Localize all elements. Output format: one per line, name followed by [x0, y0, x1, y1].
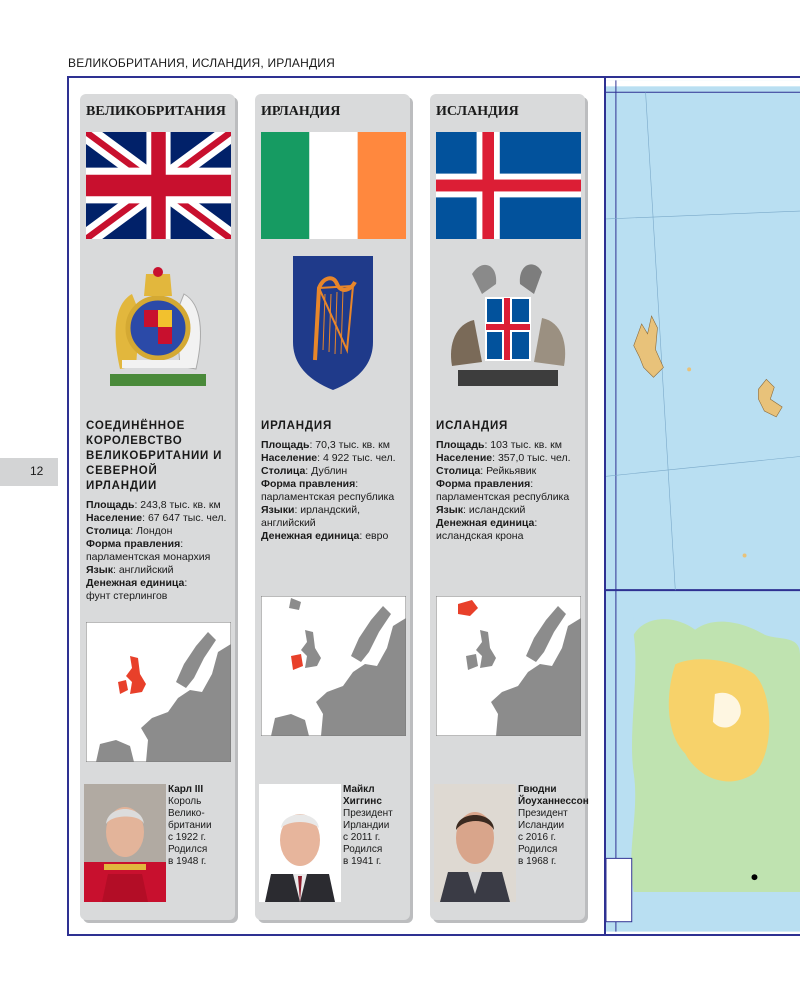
language-value: ирландский, английский: [261, 504, 361, 529]
topographic-map: [604, 76, 800, 936]
population-value: 357,0 тыс. чел.: [497, 452, 571, 464]
country-info: СОЕДИНЁННОЕ КОРОЛЕВСТВО ВЕЛИКОБРИТАНИИ И СЕВЕРНОЙ ИРЛАНДИИ Площадь: 243,8 тыс. кв. км Население: 67 647 тыс. чел. Столица: Лондон Форма правления: парламентская монархия Язык: английский Денежная единица: фунт стерлингов: [86, 419, 231, 603]
ireland-flag: [261, 132, 406, 239]
country-card-uk: [80, 94, 235, 920]
leader-name: Карл III: [168, 784, 204, 795]
leader-caption: [343, 784, 409, 868]
language-value: английский: [118, 564, 174, 576]
population-label: Население: [436, 452, 493, 464]
leader-name: Майкл Хиггинс: [343, 784, 382, 807]
language-label: Языки: [261, 504, 295, 516]
country-card-ireland: [255, 94, 410, 920]
capital-value: Дублин: [311, 465, 348, 477]
leader-line: Велико-: [168, 808, 205, 819]
population-value: 67 647 тыс. чел.: [147, 512, 227, 524]
ireland-locator-map: [261, 596, 406, 736]
area-value: 70,3 тыс. кв. км: [315, 439, 390, 451]
leader-line: Президент: [343, 808, 393, 819]
iceland-coat-of-arms: [442, 254, 574, 394]
capital-value: Лондон: [136, 525, 173, 537]
area-label: Площадь: [261, 439, 310, 451]
country-long-name: ИРЛАНДИЯ: [261, 420, 333, 432]
leader-line: Родился: [168, 844, 208, 855]
capital-label: Столица: [436, 465, 481, 477]
leader-line: Родился: [518, 844, 558, 855]
population-label: Население: [86, 512, 143, 524]
language-value: исландский: [468, 504, 526, 516]
page-number: 12: [30, 464, 44, 478]
area-value: 103 тыс. кв. км: [490, 439, 562, 451]
area-value: 243,8 тыс. кв. км: [140, 499, 221, 511]
area-label: Площадь: [436, 439, 485, 451]
uk-flag: [86, 132, 231, 239]
area-label: Площадь: [86, 499, 135, 511]
iceland-leader-portrait: [434, 784, 516, 902]
currency-label: Денежная единица: [436, 517, 535, 529]
iceland-flag: [436, 132, 581, 239]
population-value: 4 922 тыс. чел.: [322, 452, 396, 464]
country-long-name: ИСЛАНДИЯ: [436, 420, 509, 432]
leader-line: Исландии: [518, 820, 565, 831]
population-label: Население: [261, 452, 318, 464]
ireland-leader-portrait: [259, 784, 341, 902]
government-label: Форма правления: [436, 478, 531, 490]
capital-label: Столица: [86, 525, 131, 537]
country-info: ИРЛАНДИЯ Площадь: 70,3 тыс. кв. км Население: 4 922 тыс. чел. Столица: Дублин Форма правления: парламентская республика Языки: ирландский, английский Денежная единица: евро: [261, 419, 406, 543]
leader-line: Президент: [518, 808, 568, 819]
leader-line: с 2011 г.: [343, 832, 381, 843]
government-label: Форма правления: [86, 538, 181, 550]
leader-name: Гвюдни Йоуханнессон: [518, 784, 589, 807]
language-label: Язык: [86, 564, 113, 576]
leader-line: в 1968 г.: [518, 856, 557, 867]
government-value: парламентская республика: [261, 491, 395, 503]
uk-leader-portrait: [84, 784, 166, 902]
country-title: ВЕЛИКОБРИТАНИЯ: [86, 104, 226, 119]
language-label: Язык: [436, 504, 463, 516]
leader-line: с 2016 г.: [518, 832, 557, 843]
uk-locator-map: [86, 622, 231, 762]
leader-line: Король: [168, 796, 202, 807]
leader-line: Ирландии: [343, 820, 390, 831]
currency-label: Денежная единица: [86, 577, 185, 589]
country-title: ИРЛАНДИЯ: [261, 104, 341, 119]
capital-label: Столица: [261, 465, 306, 477]
government-value: парламентская монархия: [86, 551, 211, 563]
currency-value: евро: [365, 530, 389, 542]
leader-line: в 1941 г.: [343, 856, 382, 867]
country-long-name: СОЕДИНЁННОЕ КОРОЛЕВСТВО ВЕЛИКОБРИТАНИИ И СЕВЕРНОЙ ИРЛАНДИИ: [86, 420, 223, 492]
country-info: ИСЛАНДИЯ Площадь: 103 тыс. кв. км Население: 357,0 тыс. чел. Столица: Рейкьявик Форма правления: парламентская республика Язык: исландский Денежная единица: исландская крона: [436, 419, 581, 543]
page-number-tab: [0, 458, 58, 486]
country-title: ИСЛАНДИЯ: [436, 104, 519, 119]
uk-coat-of-arms: [92, 254, 224, 394]
country-card-iceland: [430, 94, 589, 920]
ireland-coat-of-arms: [267, 254, 399, 394]
leader-line: Родился: [343, 844, 383, 855]
iceland-locator-map: [436, 596, 581, 736]
leader-line: в 1948 г.: [168, 856, 207, 867]
leader-line: с 1922 г.: [168, 832, 207, 843]
currency-value: исландская крона: [436, 530, 524, 542]
currency-label: Денежная единица: [261, 530, 360, 542]
government-value: парламентская республика: [436, 491, 570, 503]
leader-caption: [518, 784, 589, 868]
page-header: ВЕЛИКОБРИТАНИЯ, ИСЛАНДИЯ, ИРЛАНДИЯ: [68, 56, 336, 70]
leader-line: британии: [168, 820, 212, 831]
government-label: Форма правления: [261, 478, 356, 490]
leader-caption: [168, 784, 234, 868]
capital-value: Рейкьявик: [486, 465, 537, 477]
currency-value: фунт стерлингов: [86, 590, 168, 602]
